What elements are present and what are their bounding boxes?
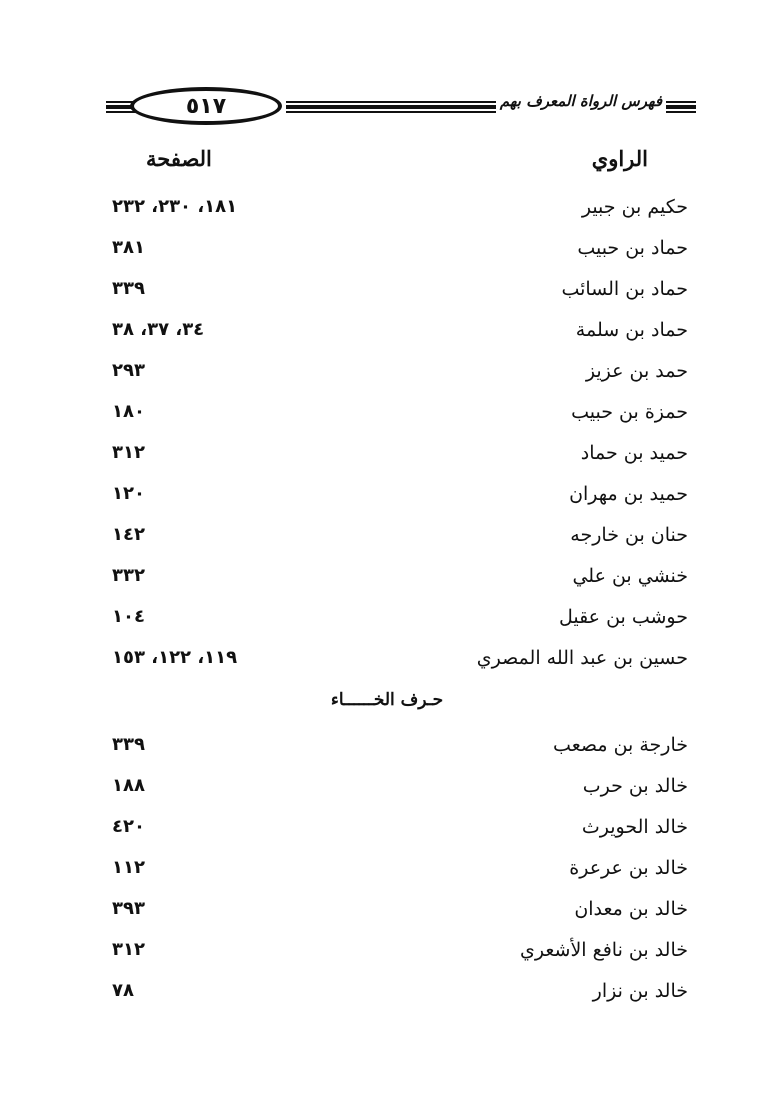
narrator-name: حماد بن سلمة [575,319,688,341]
index-row [0,974,774,1016]
index-row [0,933,774,975]
page-refs: ٣١٢ [112,442,145,463]
section-heading: حـرف الخــــــاء [330,690,444,710]
index-row [0,641,774,683]
page-refs: ١٨٠ [112,401,145,422]
narrator-name: حميد بن مهران [569,483,688,505]
page-refs: ١٨٨ [112,775,145,796]
narrator-name: حسين بن عبد الله المصري [476,647,688,669]
narrator-name: حوشب بن عقيل [558,606,688,628]
index-row [0,769,774,811]
page-refs: ٣١٢ [112,939,145,960]
page-refs: ١١٩، ١٢٢، ١٥٣ [112,647,238,668]
narrator-name: خارجة بن مصعب [553,734,688,756]
narrator-name: حكيم بن جبير [581,196,688,218]
narrator-name: خنشي بن علي [572,565,688,587]
narrator-name: حمد بن عزيز [585,360,688,382]
page-refs: ٣٣٢ [112,565,145,586]
narrator-name: خالد بن عرعرة [569,857,688,879]
index-row [0,354,774,396]
header-rule-right [666,101,696,113]
page-refs: ١٤٢ [112,524,145,545]
narrator-name: خالد بن نزار [592,980,688,1002]
index-row [0,559,774,601]
narrator-name: خالد بن نافع الأشعري [520,939,688,961]
page-refs: ٧٨ [112,980,134,1001]
narrator-name: حماد بن حبيب [577,237,688,259]
page-refs: ٣٣٩ [112,278,145,299]
running-title: فهرس الرواة المعرف بهم [499,92,663,110]
page-refs: ١٢٠ [112,483,145,504]
index-row [0,190,774,232]
page-header [100,84,698,130]
index-row [0,477,774,519]
section-heading-row [0,686,774,728]
header-rule-middle [286,101,496,113]
column-heading-page: الصفحة [146,146,212,171]
index-row [0,313,774,355]
page-refs: ٢٩٣ [112,360,145,381]
page-refs: ١٠٤ [112,606,145,627]
index-row [0,600,774,642]
narrator-name: خالد بن حرب [582,775,688,797]
index-row [0,518,774,560]
index-row [0,272,774,314]
column-heading-narrator: الراوي [591,146,648,171]
page-refs: ٣٤، ٣٧، ٣٨ [112,319,205,340]
narrator-name: خالد الحويرث [581,816,688,838]
index-row [0,892,774,934]
page-refs: ٣٣٩ [112,734,145,755]
index-row [0,231,774,273]
narrator-name: حمزة بن حبيب [571,401,688,423]
page-refs: ٣٩٣ [112,898,145,919]
narrator-name: حماد بن السائب [561,278,688,300]
narrator-name: حنان بن خارجه [570,524,688,546]
page-refs: ٤٢٠ [112,816,145,837]
index-row [0,436,774,478]
index-row [0,851,774,893]
narrator-name: حميد بن حماد [580,442,688,464]
page-refs: ٣٨١ [112,237,145,258]
index-row [0,395,774,437]
page-refs: ١٨١، ٢٣٠، ٢٣٢ [112,196,238,217]
narrator-name: خالد بن معدان [574,898,688,920]
page-refs: ١١٢ [112,857,145,878]
index-row [0,728,774,770]
index-row [0,810,774,852]
page-number: ٥١٧ [130,87,282,125]
